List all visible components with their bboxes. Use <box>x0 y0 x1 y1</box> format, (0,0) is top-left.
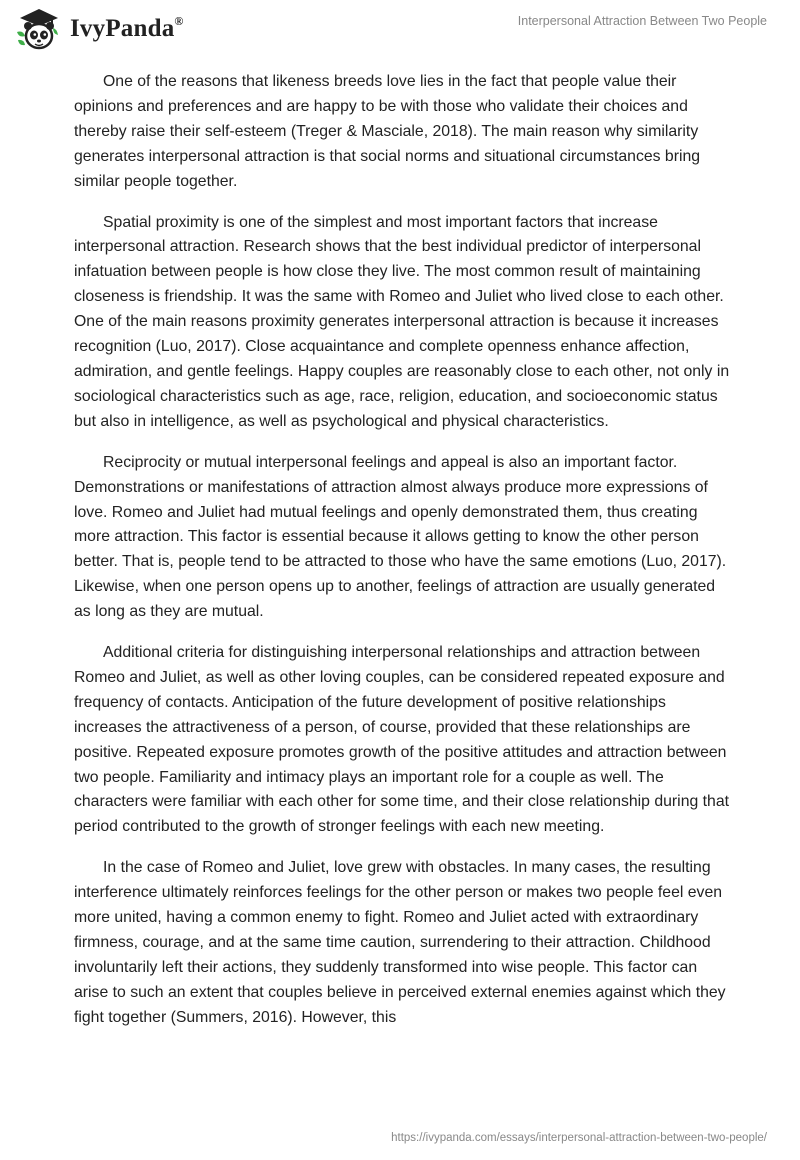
paragraph: In the case of Romeo and Juliet, love grew with obstacles. In many cases, the resulting interference ultimately reinforces feelings for the other person or makes two people feel even more united, having a common enemy to fight. Romeo and Juliet acted with extraordinary firmness, courage, and at the same time caution, surrendering to their attraction. Childhood involuntarily left their actions, they suddenly transformed into wise people. This factor can arise to such an extent that couples believe in perceived external enemies against which they fight together (Summers, 2016). However, this <box>74 859 726 1026</box>
document-title: Interpersonal Attraction Between Two People <box>517 14 767 28</box>
essay-body <box>74 70 734 1047</box>
paragraph: Reciprocity or mutual interpersonal feelings and appeal is also an important factor. Demonstrations or manifestations of attraction almost always produce more expressions of love. Romeo and Juliet had mutual feelings and openly demonstrated them, thus creating more attraction. This factor is essential because it allows getting to know the other person better. That is, people tend to be attracted to those who have the same emotions (Luo, 2017). Likewise, when one person opens up to another, feelings of attraction are usually generated as long as they are mutual. <box>74 453 727 621</box>
paragraph: One of the reasons that likeness breeds love lies in the fact that people value their opinions and preferences and are happy to be with those who validate their choices and thereby raise their self-esteem (Treger & Masciale, 2018). The main reason why similarity generates interpersonal attraction is that social norms and situational circumstances bring similar people together. <box>74 73 701 190</box>
source-url[interactable]: https://ivypanda.com/essays/interpersonal-attraction-between-two-people/ <box>391 1132 767 1144</box>
trademark-symbol: ® <box>174 13 184 28</box>
page-header <box>0 0 800 60</box>
panda-graduate-icon <box>14 6 64 52</box>
paragraph: Additional criteria for distinguishing interpersonal relationships and attraction between Romeo and Juliet, as well as other loving couples, can be considered repeated exposure and frequency of contacts. Anticipation of the future development of positive relationships increases the attractiveness of a person, of course, provided that these relationships are positive. Repeated exposure promotes growth of the positive attitudes and attraction between two people. Familiarity and intimacy plays an important role for a couple as well. The characters were familiar with each other for some time, and their close relationship during that period contributed to the growth of stronger feelings with each new meeting. <box>74 644 730 836</box>
paragraph: Spatial proximity is one of the simplest and most important factors that increase interpersonal attraction. Research shows that the best individual predictor of interpersonal infatuation between people is how close they live. The most common result of maintaining closeness is friendship. It was the same with Romeo and Juliet who lived close to each other. One of the main reasons proximity generates interpersonal attraction is because it increases recognition (Luo, 2017). Close acquaintance and complete openness enhance affection, admiration, and gentle feelings. Happy couples are reasonably close to each other, not only in sociological characteristics such as age, race, religion, education, and socioeconomic status but also in intelligence, as well as psychological and physical characteristics. <box>74 213 730 430</box>
ivypanda-logo[interactable] <box>14 6 184 52</box>
brand-name: IvyPanda® <box>70 13 184 42</box>
